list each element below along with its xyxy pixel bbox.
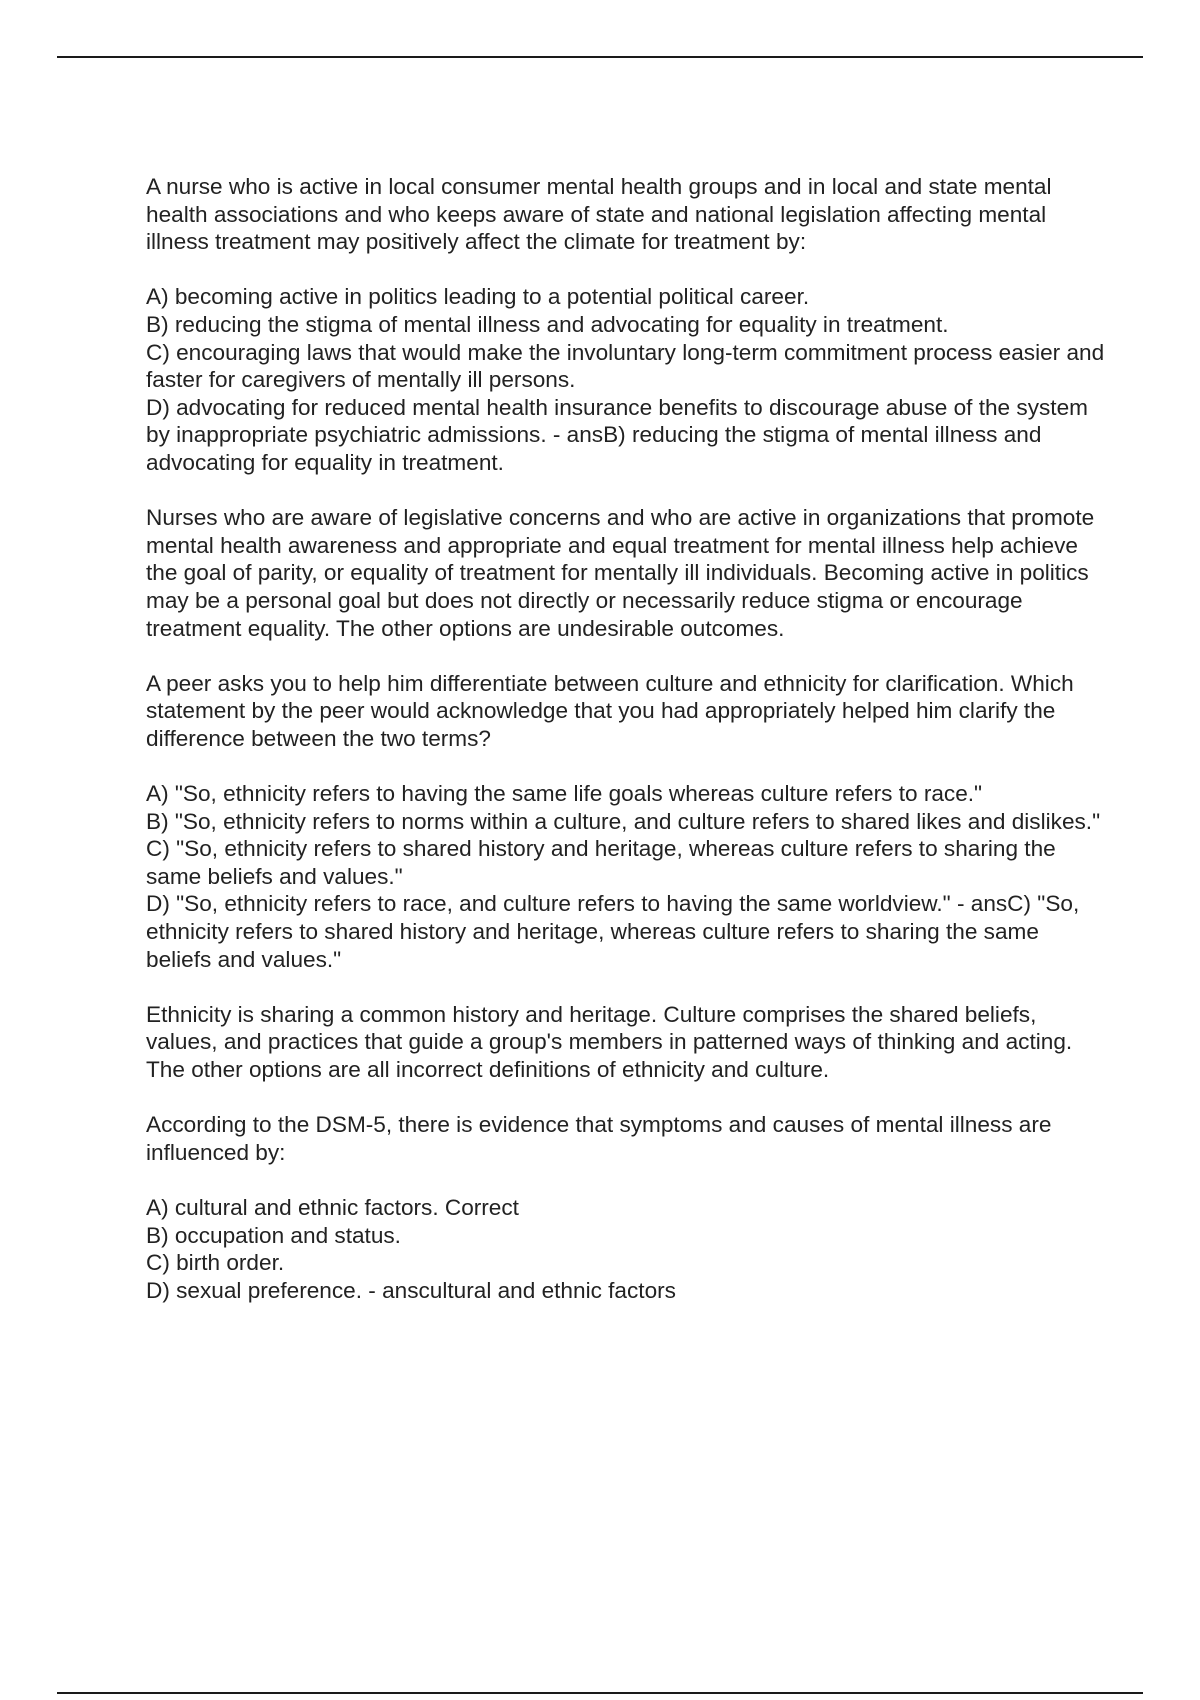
question-2-options: A) "So, ethnicity refers to having the same life goals whereas culture refers to race." B) "So, ethnicity refers to norms within a culture, and culture refers to shared likes and dislikes." C) "So, ethnicity refers to shared history and heritage, whereas culture refers to sharing the same beliefs and values." D) "So, ethnicity refers to race, and culture refers to having the same worldview." - ansC) "So, ethnicity refers to shared history and heritage, whereas culture refers to sharing the same beliefs and values." [146, 781, 1101, 972]
document-body [146, 173, 1106, 1332]
question-2-stem: A peer asks you to help him differentiate between culture and ethnicity for clarification. Which statement by the peer would acknowledge that you had appropriately helped him clarify the difference between the two terms? [146, 670, 1074, 751]
question-1-rationale: Nurses who are aware of legislative concerns and who are active in organizations that promote mental health awareness and appropriate and equal treatment for mental illness help achieve the goal of parity, or equality of treatment for mentally ill individuals. Becoming active in politics may be a personal goal but does not directly or necessarily reduce stigma or encourage treatment equality. The other options are undesirable outcomes. [146, 505, 1095, 641]
question-3-stem: According to the DSM-5, there is evidence that symptoms and causes of mental illness are influenced by: [146, 1112, 1052, 1165]
footer-rule [57, 1692, 1143, 1694]
question-3-options: A) cultural and ethnic factors. Correct B) occupation and status. C) birth order. D) sexual preference. - anscultural and ethnic factors [146, 1194, 676, 1303]
header-rule [57, 56, 1143, 58]
question-1-options: A) becoming active in politics leading to a potential political career. B) reducing the stigma of mental illness and advocating for equality in treatment. C) encouraging laws that would make the involuntary long-term commitment process easier and faster for caregivers of mentally ill persons. D) advocating for reduced mental health insurance benefits to discourage abuse of the system by inappropriate psychiatric admissions. - ansB) reducing the stigma of mental illness and advocating for equality in treatment. [146, 284, 1105, 475]
question-2-rationale: Ethnicity is sharing a common history and heritage. Culture comprises the shared beliefs, values, and practices that guide a group's members in patterned ways of thinking and acting. The other options are all incorrect definitions of ethnicity and culture. [146, 1001, 1073, 1082]
question-1-stem: A nurse who is active in local consumer mental health groups and in local and state mental health associations and who keeps aware of state and national legislation affecting mental illness treatment may positively affect the climate for treatment by: [146, 174, 1052, 255]
